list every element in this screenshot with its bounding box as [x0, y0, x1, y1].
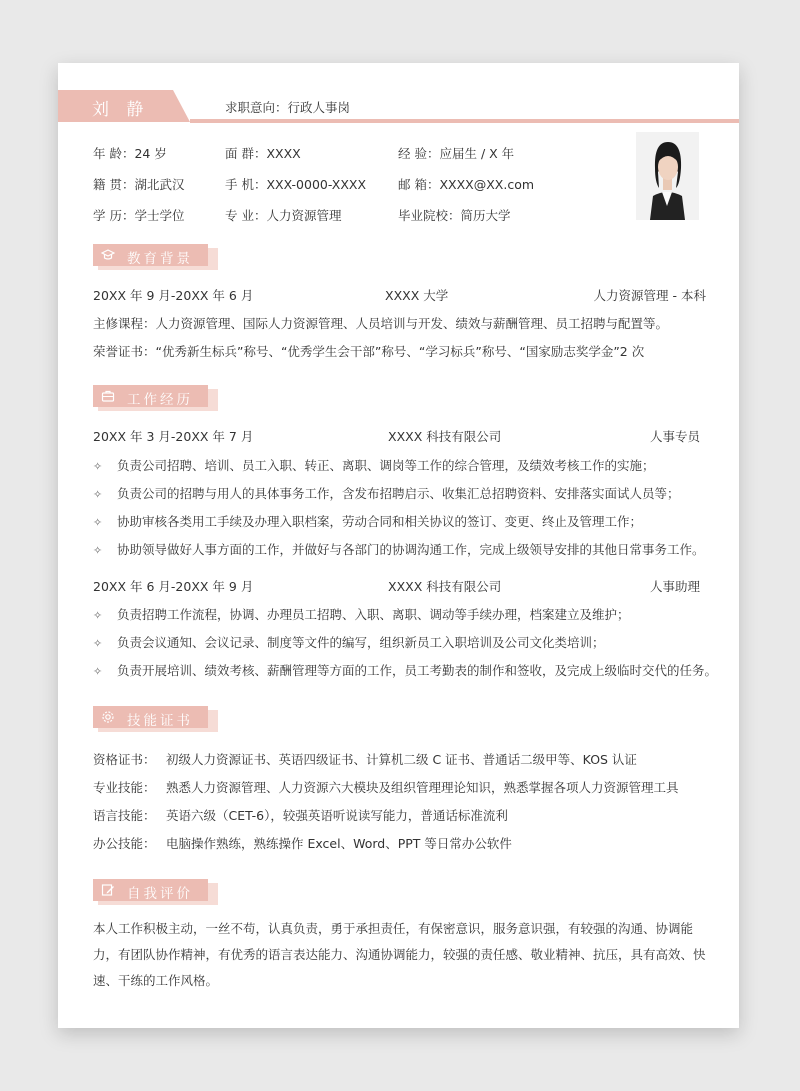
section-skills-title: 技能证书 [127, 713, 193, 729]
info-hometown: 籍 贯：湖北武汉 [93, 177, 185, 192]
edit-icon [101, 883, 115, 897]
skill-row-2: 专业技能： 熟悉人力资源管理、人力资源六大模块及组织管理理论知识，熟悉掌握各项人力资源管理工具 [93, 780, 679, 795]
edu-school: XXXX 大学 [385, 288, 449, 303]
job-1-item-1: ✧ 负责公司招聘、培训、员工入职、转正、离职、调岗等工作的综合管理，及绩效考核工作的实施； [93, 458, 655, 473]
section-education-title: 教育背景 [127, 251, 193, 267]
info-experience: 经 验：应届生 / X 年 [398, 146, 515, 161]
job-2-company: XXXX 科技有限公司 [388, 579, 502, 594]
job-2-item-2: ✧ 负责会议通知、会议记录、制度等文件的编写，组织新员工入职培训及公司文化类培训； [93, 635, 605, 650]
bullet-diamond-icon: ✧ [93, 637, 103, 650]
job-2-item-3: ✧ 负责开展培训、绩效考核、薪酬管理等方面的工作，员工考勤表的制作和签收，及完成上级临时交代的任务。 [93, 663, 718, 678]
section-work-title: 工作经历 [127, 392, 193, 408]
graduation-cap-icon [101, 248, 115, 262]
bullet-diamond-icon: ✧ [93, 488, 103, 501]
portrait-illustration [636, 132, 699, 220]
job-1-item-3: ✧ 协助审核各类用工手续及办理入职档案，劳动合同和相关协议的签订、变更、终止及管理工作； [93, 514, 643, 529]
info-school: 毕业院校：简历大学 [398, 208, 511, 223]
job-1-period: 20XX 年 3 月-20XX 年 7 月 [93, 429, 254, 444]
self-eval-text: 本人工作积极主动，一丝不苟，认真负责，勇于承担责任，有保密意识，服务意识强，有较强的沟通、协调能力，有团队协作精神，有优秀的语言表达能力、沟通协调能力，较强的责任感、敬业精神、抗压，具有高效、快速、干练的工作风格。 [93, 921, 706, 988]
section-skills-header [93, 706, 223, 732]
info-major: 专 业：人力资源管理 [225, 208, 342, 223]
section-self-eval-title: 自我评价 [127, 886, 193, 902]
edu-courses: 主修课程：人力资源管理、国际人力资源管理、人员培训与开发、绩效与薪酬管理、员工招聘与配置等。 [93, 316, 669, 331]
job-2-period: 20XX 年 6 月-20XX 年 9 月 [93, 579, 254, 594]
resume-page [58, 63, 739, 1028]
section-self-eval-header [93, 879, 223, 905]
edu-period: 20XX 年 9 月-20XX 年 6 月 [93, 288, 254, 303]
gear-icon [101, 710, 115, 724]
edu-major: 人力资源管理 - 本科 [593, 288, 706, 303]
section-work-header [93, 385, 223, 411]
header-accent-bar [190, 119, 739, 123]
candidate-name: 刘 静 [92, 100, 150, 120]
bullet-diamond-icon: ✧ [93, 544, 103, 557]
skill-row-1: 资格证书： 初级人力资源证书、英语四级证书、计算机二级 C 证书、普通话二级甲等、KOS 认证 [93, 752, 637, 767]
bullet-diamond-icon: ✧ [93, 609, 103, 622]
bullet-diamond-icon: ✧ [93, 665, 103, 678]
briefcase-icon [101, 389, 115, 403]
edu-honors: 荣誉证书：“优秀新生标兵”称号、“优秀学生会干部”称号、“学习标兵”称号、“国家励志奖学金”2 次 [93, 344, 645, 359]
job-2-item-1: ✧ 负责招聘工作流程，协调、办理员工招聘、入职、离职、调动等手续办理，档案建立及维护； [93, 607, 630, 622]
job-1-item-2: ✧ 负责公司的招聘与用人的具体事务工作，含发布招聘启示、收集汇总招聘资料、安排落实面试人员等； [93, 486, 680, 501]
section-education-header [93, 244, 223, 270]
skill-row-4: 办公技能： 电脑操作熟练，熟练操作 Excel、Word、PPT 等日常办公软件 [93, 836, 512, 851]
info-email: 邮 箱：XXXX@XX.com [398, 177, 535, 192]
info-appearance: 面 群：XXXX [225, 146, 301, 161]
bullet-diamond-icon: ✧ [93, 460, 103, 473]
job-1-role: 人事专员 [649, 429, 700, 444]
portrait-photo [636, 132, 699, 220]
job-intent: 求职意向：行政人事岗 [225, 100, 351, 115]
job-1-item-4: ✧ 协助领导做好人事方面的工作，并做好与各部门的协调沟通工作，完成上级领导安排的其他日常事务工作。 [93, 542, 705, 557]
skill-row-3: 语言技能： 英语六级（CET-6），较强英语听说读写能力，普通话标准流利 [93, 808, 508, 823]
bullet-diamond-icon: ✧ [93, 516, 103, 529]
info-age: 年 龄：24 岁 [93, 146, 167, 161]
info-phone: 手 机：XXX-0000-XXXX [225, 177, 367, 192]
job-2-role: 人事助理 [649, 579, 700, 594]
job-1-company: XXXX 科技有限公司 [388, 429, 502, 444]
info-degree: 学 历：学士学位 [93, 208, 185, 223]
